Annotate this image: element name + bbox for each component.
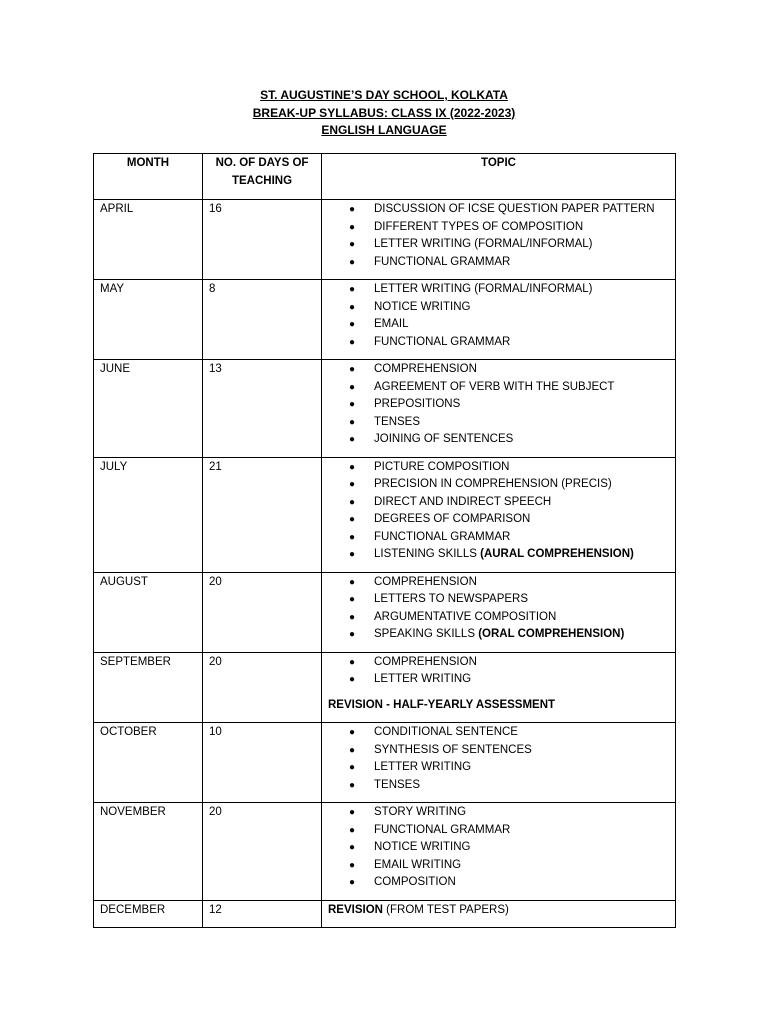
topic-text: DIFFERENT TYPES OF COMPOSITION [374,220,584,233]
topic-item [322,742,675,760]
column-header-days: NO. OF DAYS OF TEACHING [203,154,322,200]
topic-list [322,361,675,449]
topic-item [322,254,675,272]
month-cell: DECEMBER [94,900,203,928]
revision-label: REVISION [328,903,383,916]
topic-item [322,839,675,857]
topic-text: COMPOSITION [374,876,456,888]
topic-item [322,396,675,414]
topic-item [322,511,675,529]
topic-text: FUNCTIONAL GRAMMAR [374,530,511,543]
bullet-icon: ● [349,256,356,268]
topic-item [322,671,675,689]
table-row [94,280,676,360]
month-cell: JUNE [94,360,203,458]
bullet-icon: ● [349,549,356,560]
bullet-icon: ● [349,611,356,623]
topic-text: DIRECT AND INDIRECT SPEECH [374,495,552,508]
topic-text: STORY WRITING [374,806,467,818]
topic-text: AGREEMENT OF VERB WITH THE SUBJECT [374,380,615,393]
topic-cell [322,572,676,652]
topic-cell [322,200,676,280]
revision-note: REVISION - HALF-YEARLY ASSESSMENT [328,698,556,711]
table-row [94,360,676,458]
topic-item [322,316,675,334]
bullet-icon: ● [349,807,356,818]
topic-item [322,281,675,299]
topic-text: DISCUSSION OF ICSE QUESTION PAPER PATTERN [374,203,655,215]
topic-item [322,654,675,672]
bullet-icon: ● [349,284,356,295]
topic-item [322,529,675,547]
topic-text: FUNCTIONAL GRAMMAR [374,255,511,268]
topic-item [322,626,675,644]
topic-text: FUNCTIONAL GRAMMAR [374,335,511,348]
school-name: ST. AUGUSTINE’S DAY SCHOOL, KOLKATA [260,88,508,102]
topic-list [322,804,675,892]
month-cell: NOVEMBER [94,803,203,901]
topic-cell [322,457,676,572]
bullet-icon: ● [349,479,356,490]
topic-list [322,724,675,794]
topic-text: LETTER WRITING (FORMAL/INFORMAL) [374,238,593,250]
days-cell: 16 [203,200,322,280]
days-cell: 13 [203,360,322,458]
bullet-icon: ● [349,842,356,853]
topic-emphasis: (AURAL COMPREHENSION) [480,548,634,560]
bullet-icon: ● [349,762,356,773]
month-cell: OCTOBER [94,723,203,803]
topic-text: LETTERS TO NEWSPAPERS [374,593,529,605]
topic-item [322,609,675,627]
topic-cell [322,360,676,458]
bullet-icon: ● [349,629,356,640]
bullet-icon: ● [349,381,356,393]
topic-text: COMPREHENSION [374,575,477,588]
days-cell: 20 [203,572,322,652]
topic-text: LETTER WRITING [374,673,472,685]
bullet-icon: ● [349,576,356,588]
bullet-icon: ● [349,674,356,685]
topic-list [322,281,675,351]
bullet-icon: ● [349,221,356,233]
topic-item [322,219,675,237]
table-row [94,803,676,901]
topic-list [322,654,675,689]
table-row [94,900,676,928]
topic-text: PICTURE COMPOSITION [374,460,510,473]
revision-note [322,902,675,920]
topic-item [322,299,675,317]
topic-cell [322,900,676,928]
topic-item [322,236,675,254]
bullet-icon: ● [349,727,356,738]
topic-item [322,361,675,379]
topic-item [322,414,675,432]
month-cell: JULY [94,457,203,572]
table-row [94,723,676,803]
table-row [94,457,676,572]
topic-item [322,574,675,592]
month-cell: AUGUST [94,572,203,652]
bullet-icon: ● [349,319,356,330]
bullet-icon: ● [349,859,356,871]
bullet-icon: ● [349,461,356,473]
bullet-icon: ● [349,744,356,756]
topic-text: CONDITIONAL SENTENCE [374,726,518,738]
bullet-icon: ● [349,779,356,791]
topic-text: LETTER WRITING [374,761,472,773]
topic-list [322,459,675,564]
topic-item [322,431,675,449]
bullet-icon: ● [349,496,356,508]
topic-text: JOINING OF SENTENCES [374,433,514,445]
table-row [94,652,676,723]
topic-cell [322,652,676,723]
days-cell: 12 [203,900,322,928]
bullet-icon: ● [349,824,356,836]
syllabus-title: BREAK-UP SYLLABUS: CLASS IX (2022-2023) [252,105,516,120]
topic-item [322,476,675,494]
days-cell: 10 [203,723,322,803]
bullet-icon: ● [349,514,356,525]
table-row [94,200,676,280]
bullet-icon: ● [349,594,356,605]
table-header-row [94,154,676,200]
table-body [94,200,676,928]
table-row [94,572,676,652]
topic-item [322,724,675,742]
topic-text: TENSES [374,778,421,791]
topic-item [322,874,675,892]
topic-text: LETTER WRITING (FORMAL/INFORMAL) [374,283,593,295]
topic-item [322,494,675,512]
topic-cell [322,280,676,360]
column-header-topic: TOPIC [322,154,676,200]
topic-text: PREPOSITIONS [374,398,461,410]
topic-text: COMPREHENSION [374,363,477,375]
topic-item [322,857,675,875]
topic-text: NOTICE WRITING [374,300,471,313]
topic-text: DEGREES OF COMPARISON [374,513,531,525]
subject-title: ENGLISH LANGUAGE [321,123,447,137]
syllabus-table [93,153,676,928]
topic-text: NOTICE WRITING [374,841,471,853]
topic-text: SYNTHESIS OF SENTENCES [374,743,532,756]
topic-item [322,201,675,219]
topic-item [322,822,675,840]
topic-item [322,546,675,564]
bullet-icon: ● [349,336,356,348]
days-cell: 20 [203,803,322,901]
bullet-icon: ● [349,656,356,668]
bullet-icon: ● [349,531,356,543]
month-cell: APRIL [94,200,203,280]
bullet-icon: ● [349,434,356,445]
bullet-icon: ● [349,239,356,250]
topic-item [322,804,675,822]
topic-item [322,777,675,795]
topic-item [322,379,675,397]
document-header [0,87,768,140]
topic-text: TENSES [374,415,421,428]
topic-text: SPEAKING SKILLS [374,628,479,640]
topic-item [322,591,675,609]
bullet-icon: ● [349,301,356,313]
days-cell: 20 [203,652,322,723]
bullet-icon: ● [349,364,356,375]
topic-text: LISTENING SKILLS [374,548,481,560]
bullet-icon: ● [349,204,356,215]
month-cell: MAY [94,280,203,360]
topic-item [322,759,675,777]
bullet-icon: ● [349,416,356,428]
topic-text: ARGUMENTATIVE COMPOSITION [374,610,557,623]
bullet-icon: ● [349,877,356,888]
revision-detail: (FROM TEST PAPERS) [382,903,509,916]
topic-text: EMAIL [374,318,409,330]
days-cell: 8 [203,280,322,360]
days-cell: 21 [203,457,322,572]
month-cell: SEPTEMBER [94,652,203,723]
topic-text: PRECISION IN COMPREHENSION (PRECIS) [374,478,612,490]
topic-cell [322,803,676,901]
topic-cell [322,723,676,803]
bullet-icon: ● [349,399,356,410]
topic-item [322,459,675,477]
topic-item [322,334,675,352]
topic-list [322,574,675,644]
topic-text: FUNCTIONAL GRAMMAR [374,823,511,836]
topic-emphasis: (ORAL COMPREHENSION) [478,628,625,640]
topic-text: COMPREHENSION [374,655,477,668]
topic-list [322,201,675,271]
topic-text: EMAIL WRITING [374,858,462,871]
column-header-month: MONTH [94,154,203,200]
